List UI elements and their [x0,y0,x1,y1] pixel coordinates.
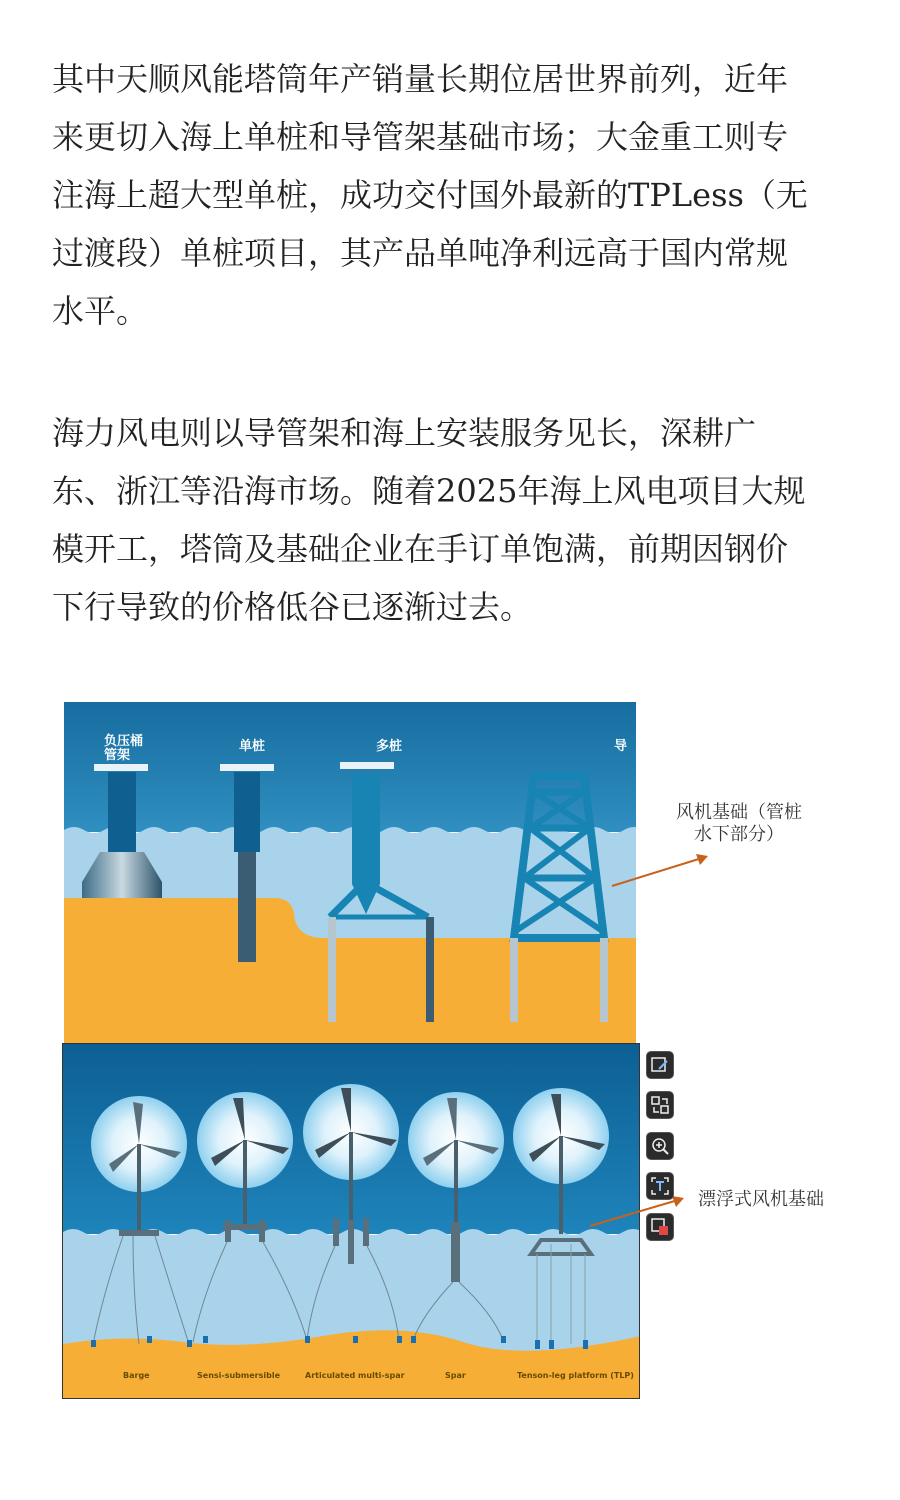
paragraph-line: 海力风电则以导管架和海上安装服务见长，深耕广 [52,414,757,452]
monopile-label: 单桩 [239,739,266,754]
semi-submersible-label: Sensi-submersible [197,1371,280,1380]
image-translate-button[interactable] [646,1213,674,1241]
suction-bucket-label-text: 负压桶 管架 [104,734,144,763]
floating-annotation-arrow [586,1190,690,1230]
image-swap-icon [651,1096,669,1114]
image-edit-icon [651,1056,669,1074]
fixed-annotation-line-2: 水下部分） [694,824,784,845]
articulated-multi-spar-label: Articulated multi-spar [305,1371,405,1380]
paragraph-line: 注海上超大型单桩，成功交付国外最新的TPLess（无 [52,176,808,214]
paragraph-line: 其中天顺风能塔筒年产销量长期位居世界前列，近年 [52,60,789,98]
spar-label: Spar [445,1371,466,1380]
paragraph-line: 模开工，塔筒及基础企业在手订单饱满，前期因钢价 [52,530,789,568]
paragraph-line: 过渡段）单桩项目，其产品单吨净利远高于国内常规 [52,234,789,272]
fixed-annotation-arrow [606,850,716,892]
suction-bucket-label [104,735,143,763]
paragraph-line: 来更切入海上单桩和导管架基础市场；大金重工则专 [52,118,789,156]
text-extract-button[interactable] [646,1172,674,1200]
image-edit-button[interactable] [646,1051,674,1079]
article-paragraph-2 [52,404,852,636]
paragraph-line: 下行导致的价格低谷已逐渐过去。 [52,588,533,626]
image-swap-button[interactable] [646,1091,674,1119]
fixed-foundation-annotation [676,802,802,846]
paragraph-line: 水平。 [52,292,149,330]
fixed-foundation-image[interactable] [64,702,636,1044]
floating-foundation-annotation: 漂浮式风机基础 [698,1189,824,1210]
image-translate-icon [651,1218,669,1236]
jacket-label: 导 [614,739,628,754]
article-paragraph-1 [52,50,852,340]
floating-foundation-illustration [63,1044,640,1399]
multipile-label: 多桩 [376,739,403,754]
fixed-foundation-illustration [64,702,636,1044]
fixed-annotation-line-1: 风机基础（管桩 [676,802,802,823]
tlp-label: Tenson-leg platform (TLP) [517,1371,634,1380]
zoom-in-icon [651,1137,669,1155]
paragraph-line: 东、浙江等沿海市场。随着2025年海上风电项目大规 [52,472,806,510]
barge-label: Barge [123,1371,150,1380]
floating-foundation-image[interactable] [62,1043,640,1399]
zoom-in-button[interactable] [646,1132,674,1160]
text-extract-icon [651,1177,669,1195]
